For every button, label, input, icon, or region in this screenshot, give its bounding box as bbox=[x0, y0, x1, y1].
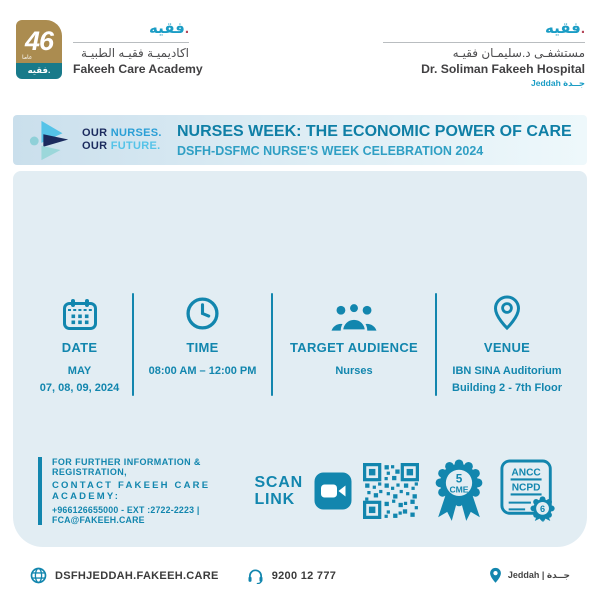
event-titles bbox=[177, 123, 572, 158]
event-subtitle: DSFH-DSFMC NURSE'S WEEK CELEBRATION 2024 bbox=[177, 143, 484, 158]
footer-phone-text: 9200 12 777 bbox=[271, 569, 337, 582]
footer-website bbox=[30, 567, 219, 584]
headset-icon bbox=[247, 567, 264, 584]
our-nurses-our-future-text bbox=[82, 127, 162, 153]
our-nurses-our-future-logo bbox=[29, 118, 177, 162]
accreditation-ancc: ANCC bbox=[511, 467, 541, 479]
academy-brand-arabic bbox=[73, 20, 189, 38]
accreditation-credits: 6 bbox=[539, 503, 546, 514]
event-panel bbox=[13, 171, 587, 547]
academy-logo-text bbox=[73, 20, 203, 76]
contact-line3: +966126655000 - EXT :2722-2223 | FCA@FAKEEH.CARE bbox=[52, 505, 200, 525]
hospital-name-arabic: مستشفـى د.سليمـان فقيـه bbox=[452, 46, 585, 60]
clock-icon bbox=[134, 295, 271, 331]
hospital-brand-dot: . bbox=[580, 20, 585, 37]
badge-46-gold bbox=[16, 20, 62, 63]
event-title: NURSES WEEK: THE ECONOMIC POWER OF CARE bbox=[177, 122, 572, 140]
badge-46-brand-strip: فقيه. bbox=[16, 63, 62, 80]
fakeeh-academy-logo bbox=[16, 20, 203, 79]
location-pin-icon bbox=[437, 295, 577, 331]
badge-46 bbox=[16, 20, 62, 79]
link-word: LINK bbox=[254, 491, 295, 508]
logo-word-future: FUTURE. bbox=[110, 140, 161, 152]
scan-link-label bbox=[254, 474, 303, 509]
audience-column bbox=[273, 293, 435, 396]
venue-value-line2: Building 2 - 7th Floor bbox=[452, 381, 562, 394]
logo-word-nurses: NURSES. bbox=[110, 126, 162, 139]
butterfly-icon bbox=[29, 118, 73, 162]
hospital-brand-arabic bbox=[383, 20, 585, 38]
footer-location bbox=[489, 567, 570, 584]
time-value: 08:00 AM – 12:00 PM bbox=[148, 365, 257, 377]
hospital-logo-divider bbox=[383, 42, 585, 43]
ancc-ncpd-certificate-icon bbox=[499, 458, 559, 524]
time-label: TIME bbox=[186, 340, 219, 355]
panel-bottom-row bbox=[38, 457, 559, 525]
hospital-city: Jeddah جــدة bbox=[531, 78, 585, 88]
academy-brand-dot: . bbox=[184, 20, 189, 37]
date-column bbox=[27, 293, 132, 396]
badge-46-years-arabic: عاما bbox=[22, 54, 33, 61]
venue-column bbox=[437, 293, 577, 396]
date-value-days: 07, 08, 09, 2024 bbox=[39, 381, 120, 394]
academy-name-arabic: اكاديميـة فقيـه الطبيـة bbox=[81, 46, 189, 60]
academy-name-english: Fakeeh Care Academy bbox=[73, 62, 203, 76]
badge-46-number: 46 bbox=[24, 26, 54, 56]
logo-word-our-1: OUR bbox=[82, 126, 108, 139]
cme-value: 5 bbox=[455, 472, 463, 486]
time-column bbox=[134, 293, 271, 396]
globe-icon bbox=[30, 567, 47, 584]
footer-website-text: DSFHJEDDAH.FAKEEH.CARE bbox=[55, 569, 219, 582]
footer bbox=[30, 567, 570, 584]
hospital-name-english: Dr. Soliman Fakeeh Hospital bbox=[421, 62, 585, 76]
audience-icon bbox=[273, 295, 435, 331]
video-camera-icon bbox=[314, 472, 352, 510]
footer-location-text: Jeddah | جــدة bbox=[507, 570, 570, 580]
audience-label: TARGET AUDIENCE bbox=[290, 340, 418, 355]
qr-code bbox=[363, 463, 419, 519]
contact-info bbox=[38, 457, 254, 525]
contact-line1: FOR FURTHER INFORMATION & REGISTRATION, bbox=[52, 457, 201, 477]
date-label: DATE bbox=[61, 340, 98, 355]
venue-value-line1: IBN SINA Auditorium bbox=[452, 365, 562, 377]
logo-word-our-2: OUR bbox=[82, 140, 108, 152]
top-logos-row bbox=[16, 20, 585, 89]
cme-label: CME bbox=[449, 484, 469, 495]
contact-line2: CONTACT FAKEEH CARE ACADEMY: bbox=[52, 480, 211, 502]
audience-value: Nurses bbox=[335, 365, 373, 377]
cme-badge-icon bbox=[430, 457, 488, 525]
footer-phone bbox=[247, 567, 336, 584]
academy-logo-divider bbox=[73, 42, 189, 43]
calendar-icon bbox=[27, 295, 132, 331]
hospital-brand-word: فقيه bbox=[544, 20, 581, 37]
academy-brand-word: فقيه bbox=[148, 20, 185, 37]
scan-word: SCAN bbox=[254, 473, 303, 491]
date-value-month: MAY bbox=[67, 365, 92, 377]
hospital-logo bbox=[383, 20, 585, 89]
accreditation-ncpd: NCPD bbox=[511, 482, 541, 494]
footer-pin-icon bbox=[489, 567, 502, 584]
scan-and-accreditation bbox=[254, 457, 559, 525]
event-details bbox=[27, 293, 577, 396]
venue-label: VENUE bbox=[483, 340, 531, 355]
title-band bbox=[13, 115, 587, 165]
